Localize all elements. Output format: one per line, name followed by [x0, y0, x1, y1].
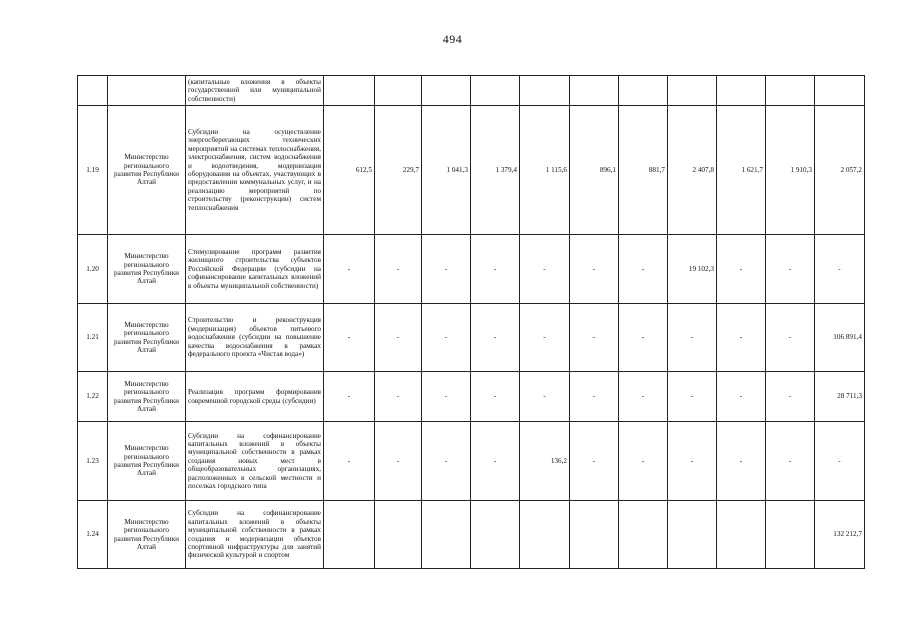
value-cell: - [619, 422, 668, 501]
value-cell: - [766, 372, 815, 422]
description-cell: Строительство и реконструкция (модернизация) объектов питьевого водоснабжения (субсидии на повышение качества водоснабжения в рамках федерального проекта «Чистая вода») [186, 304, 324, 372]
organization-cell [108, 76, 186, 106]
value-cell [619, 501, 668, 569]
value-cell: - [324, 235, 375, 304]
value-cell: - [471, 304, 520, 372]
value-cell: - [471, 235, 520, 304]
row-number-cell: 1.22 [78, 372, 108, 422]
value-cell [471, 76, 520, 106]
value-cell: - [422, 422, 471, 501]
value-cell: 28 711,3 [815, 372, 865, 422]
value-cell: 132 212,7 [815, 501, 865, 569]
value-cell: - [717, 422, 766, 501]
row-number-cell: 1.21 [78, 304, 108, 372]
value-cell: - [422, 304, 471, 372]
value-cell: 106 891,4 [815, 304, 865, 372]
value-cell: - [375, 372, 422, 422]
value-cell: - [520, 372, 570, 422]
description-cell: Субсидии на осуществление энергосберегающих технических мероприятий на системах теплоснабжения, электроснабжения, систем водоснабжения и водоотведения, модернизация оборудования на объектах, участвующих в предоставлении коммунальных услуг, и на реализацию мероприятий по строительству (реконструкции) систем теплоснабжения [186, 106, 324, 235]
description-cell: (капитальные вложения в объекты государственной или муниципальной собственности) [186, 76, 324, 106]
row-number-cell: 1.19 [78, 106, 108, 235]
organization-cell: Министерство регионального развития Республики Алтай [108, 235, 186, 304]
value-cell [668, 501, 717, 569]
description-cell: Реализация программ формирования современной городской среды (субсидии) [186, 372, 324, 422]
value-cell [570, 76, 619, 106]
value-cell: 1 910,3 [766, 106, 815, 235]
value-cell [471, 501, 520, 569]
value-cell: - [619, 235, 668, 304]
value-cell: 19 102,3 [668, 235, 717, 304]
value-cell: - [375, 304, 422, 372]
value-cell: 1 115,6 [520, 106, 570, 235]
value-cell: - [375, 422, 422, 501]
row-number-cell: 1.20 [78, 235, 108, 304]
value-cell: 2 057,2 [815, 106, 865, 235]
table-row [78, 76, 865, 106]
value-cell: 1 041,3 [422, 106, 471, 235]
value-cell: 1 621,7 [717, 106, 766, 235]
description-cell: Субсидии на софинансирование капитальных вложений в объекты муниципальной собственности в рамках создания и модернизации объектов спортивной инфраструктуры для занятий физической культурой и спортом [186, 501, 324, 569]
value-cell: - [668, 372, 717, 422]
row-number-cell [78, 76, 108, 106]
table-row [78, 235, 865, 304]
value-cell [422, 501, 471, 569]
value-cell [766, 76, 815, 106]
value-cell [520, 501, 570, 569]
value-cell: 1 379,4 [471, 106, 520, 235]
value-cell [422, 76, 471, 106]
value-cell: - [815, 235, 865, 304]
value-cell: - [668, 304, 717, 372]
row-number-cell: 1.23 [78, 422, 108, 501]
value-cell: - [570, 422, 619, 501]
table-row [78, 304, 865, 372]
value-cell: - [668, 422, 717, 501]
value-cell: - [717, 235, 766, 304]
value-cell [766, 501, 815, 569]
value-cell: - [815, 422, 865, 501]
description-cell: Стимулирование программ развития жилищного строительства субъектов Российской Федерации (субсидии на софинансирование капитальных вложений в объекты муниципальной собственности) [186, 235, 324, 304]
organization-cell: Министерство регионального развития Республики Алтай [108, 422, 186, 501]
value-cell [324, 76, 375, 106]
value-cell [717, 76, 766, 106]
value-cell [619, 76, 668, 106]
value-cell: - [324, 372, 375, 422]
value-cell: - [422, 235, 471, 304]
table-row [78, 372, 865, 422]
value-cell: - [766, 235, 815, 304]
value-cell: 2 407,8 [668, 106, 717, 235]
page-number: 494 [442, 32, 463, 46]
value-cell: - [619, 304, 668, 372]
value-cell: - [570, 372, 619, 422]
value-cell: 229,7 [375, 106, 422, 235]
value-cell [668, 76, 717, 106]
value-cell: - [324, 422, 375, 501]
value-cell: 896,1 [570, 106, 619, 235]
value-cell [324, 501, 375, 569]
value-cell: - [471, 422, 520, 501]
organization-cell: Министерство регионального развития Республики Алтай [108, 106, 186, 235]
value-cell: - [619, 372, 668, 422]
value-cell: - [375, 235, 422, 304]
value-cell [520, 76, 570, 106]
value-cell: - [766, 422, 815, 501]
value-cell: - [324, 304, 375, 372]
value-cell: - [717, 372, 766, 422]
value-cell [815, 76, 865, 106]
organization-cell: Министерство регионального развития Республики Алтай [108, 372, 186, 422]
budget-table [77, 75, 865, 569]
value-cell: - [422, 372, 471, 422]
table-row [78, 501, 865, 569]
value-cell [375, 76, 422, 106]
value-cell: - [766, 304, 815, 372]
value-cell: - [570, 235, 619, 304]
value-cell: - [471, 372, 520, 422]
table-row [78, 422, 865, 501]
value-cell: 881,7 [619, 106, 668, 235]
organization-cell: Министерство регионального развития Республики Алтай [108, 501, 186, 569]
table-row [78, 106, 865, 235]
value-cell [570, 501, 619, 569]
organization-cell: Министерство регионального развития Республики Алтай [108, 304, 186, 372]
value-cell: - [520, 235, 570, 304]
value-cell [375, 501, 422, 569]
value-cell: 612,5 [324, 106, 375, 235]
value-cell: - [717, 304, 766, 372]
row-number-cell: 1.24 [78, 501, 108, 569]
value-cell: - [520, 304, 570, 372]
description-cell: Субсидии на софинансирование капитальных вложений в объекты муниципальной собственности в рамках создания новых мест в общеобразовательных организациях, расположенных в сельской местности и поселках городского типа [186, 422, 324, 501]
value-cell [717, 501, 766, 569]
value-cell: 136,2 [520, 422, 570, 501]
value-cell: - [570, 304, 619, 372]
